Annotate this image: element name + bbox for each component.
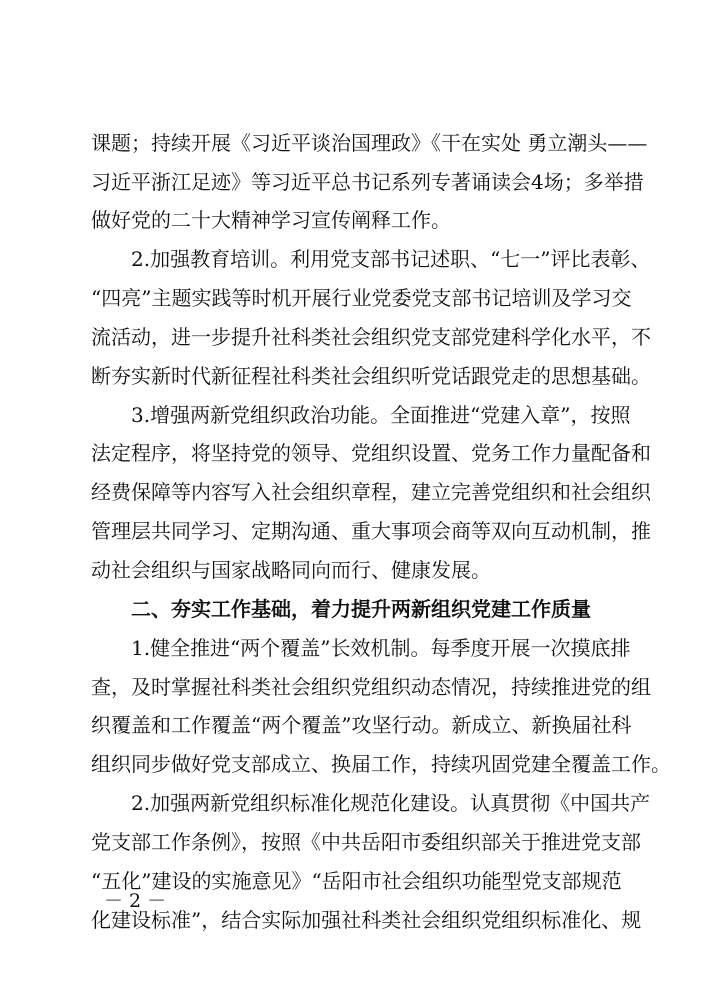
paragraph-line: 做好党的二十大精神学习宣传阐释工作。 [91, 208, 451, 232]
paragraph-line: 2.加强教育培训。利用党支部书记述职、“七一”评比表彰、 [131, 247, 651, 271]
page-number: － 2 － [104, 890, 167, 912]
paragraph-line: 习近平浙江足迹》等习近平总书记系列专著诵读会4场；多举措 [91, 170, 644, 194]
section-heading: 二、夯实工作基础，着力提升两新组织党建工作质量 [131, 597, 591, 621]
paragraph-line: 组织同步做好党支部成立、换届工作，持续巩固党建全覆盖工作。 [91, 752, 671, 776]
paragraph-line: “五化”建设的实施意见》“岳阳市社会组织功能型党支部规范 [91, 869, 622, 893]
paragraph-line: 党支部工作条例》，按照《中共岳阳市委组织部关于推进党支部 [91, 830, 641, 854]
paragraph-line: 织覆盖和工作覆盖“两个覆盖”攻坚行动。新成立、新换届社科 [91, 713, 632, 737]
paragraph-line: 2.加强两新党组织标准化规范化建设。认真贯彻《中国共产 [131, 791, 651, 815]
paragraph-line: “四亮”主题实践等时机开展行业党委党支部书记培训及学习交 [91, 286, 632, 310]
paragraph-line: 法定程序，将坚持党的领导、党组织设置、党务工作力量配备和 [91, 441, 651, 465]
paragraph-line: 课题；持续开展《习近平谈治国理政》《干在实处 勇立潮头—— [91, 131, 648, 155]
paragraph-line: 化建设标准”，结合实际加强社科类社会组织党组织标准化、规 [91, 908, 642, 932]
paragraph-line: 经费保障等内容写入社会组织章程，建立完善党组织和社会组织 [91, 480, 651, 504]
paragraph-line: 流活动，进一步提升社科类社会组织党支部党建科学化水平，不 [91, 325, 651, 349]
paragraph-line: 断夯实新时代新征程社科类社会组织听党话跟党走的思想基础。 [91, 364, 651, 388]
paragraph-line: 3.增强两新党组织政治功能。全面推进“党建入章”，按照 [131, 403, 631, 427]
paragraph-line: 查，及时掌握社科类社会组织党组织动态情况，持续推进党的组 [91, 675, 651, 699]
paragraph-line: 1.健全推进“两个覆盖”长效机制。每季度开展一次摸底排 [131, 636, 631, 660]
paragraph-line: 管理层共同学习、定期沟通、重大事项会商等双向互动机制，推 [91, 519, 651, 543]
paragraph-line: 动社会组织与国家战略同向而行、健康发展。 [91, 558, 491, 582]
